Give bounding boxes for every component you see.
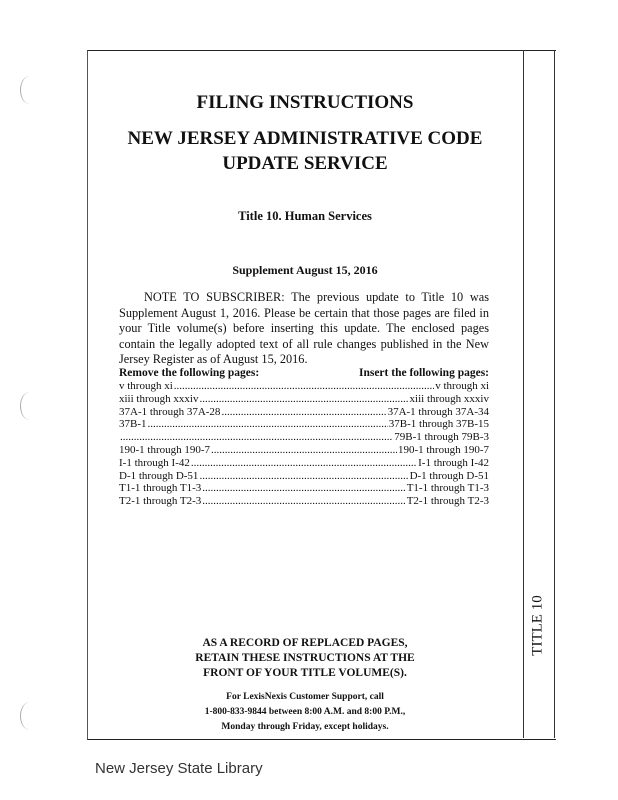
leader-dots bbox=[120, 431, 393, 444]
leader-dots bbox=[211, 444, 397, 457]
table-row bbox=[119, 444, 489, 457]
support-line: For LexisNexis Customer Support, call bbox=[226, 692, 384, 702]
leader-dots bbox=[221, 406, 386, 419]
insert-cell: 37A-1 through 37A-34 bbox=[387, 405, 489, 418]
table-row bbox=[119, 495, 489, 508]
table-row bbox=[119, 380, 489, 393]
insert-cell: xiii through xxxiv bbox=[409, 392, 489, 405]
customer-support bbox=[87, 690, 523, 735]
support-phone-line: 1-800-833-9844 between 8:00 A.M. and 8:00 P.M., bbox=[204, 707, 406, 717]
leader-dots bbox=[202, 482, 405, 495]
title-subtitle: Title 10. Human Services bbox=[238, 209, 372, 223]
support-hours-line: Monday through Friday, except holidays. bbox=[221, 722, 389, 732]
leader-dots bbox=[148, 418, 388, 431]
insert-cell: T1-1 through T1-3 bbox=[406, 482, 489, 495]
title-tab-label: TITLE 10 bbox=[530, 594, 546, 656]
binder-hole-mark bbox=[20, 76, 39, 104]
leader-dots bbox=[202, 495, 405, 508]
code-title bbox=[87, 126, 523, 176]
remove-cell: 37B-1 bbox=[119, 418, 147, 431]
table-row bbox=[119, 470, 489, 483]
page-replacement-table bbox=[119, 367, 489, 508]
leader-dots bbox=[199, 393, 408, 406]
retain-line: FRONT OF YOUR TITLE VOLUME(S). bbox=[203, 667, 407, 679]
leader-dots bbox=[191, 457, 417, 470]
remove-header: Remove the following pages: bbox=[119, 367, 260, 379]
table-row bbox=[119, 393, 489, 406]
remove-cell: T2-1 through T2-3 bbox=[119, 495, 202, 508]
title-tab bbox=[523, 555, 554, 695]
code-title-line1: NEW JERSEY ADMINISTRATIVE CODE bbox=[127, 128, 483, 149]
table-row bbox=[119, 431, 489, 444]
supplement-date: Supplement August 15, 2016 bbox=[232, 263, 378, 277]
retain-line: RETAIN THESE INSTRUCTIONS AT THE bbox=[195, 652, 415, 664]
retain-instructions bbox=[87, 636, 523, 681]
insert-cell: I-1 through I-42 bbox=[418, 456, 489, 469]
insert-cell: 79B-1 through 79B-3 bbox=[394, 431, 489, 444]
remove-cell: 190-1 through 190-7 bbox=[119, 443, 211, 456]
remove-cell: 37A-1 through 37A-28 bbox=[119, 405, 221, 418]
binder-hole-mark bbox=[20, 702, 39, 730]
table-row bbox=[119, 482, 489, 495]
insert-cell: D-1 through D-51 bbox=[409, 469, 489, 482]
leader-dots bbox=[174, 380, 434, 393]
table-row bbox=[119, 457, 489, 470]
insert-cell: 190-1 through 190-7 bbox=[397, 443, 489, 456]
library-watermark: New Jersey State Library bbox=[95, 760, 263, 777]
insert-cell: v through xi bbox=[435, 380, 489, 392]
table-header bbox=[119, 367, 489, 380]
subscriber-note: NOTE TO SUBSCRIBER: The previous update to Title 10 was Supplement August 1, 2016. Please be certain that those pages are filed in your Title volume(s) before inserting this update. The enclosed pages contain the legally adopted text of all rule changes published in the New Jersey Register as of August 15, 2016. bbox=[119, 290, 489, 366]
remove-cell: T1-1 through T1-3 bbox=[119, 482, 202, 495]
code-title-line2: UPDATE SERVICE bbox=[222, 153, 388, 174]
insert-cell: T2-1 through T2-3 bbox=[406, 495, 489, 508]
remove-cell: v through xi bbox=[119, 380, 173, 392]
insert-header: Insert the following pages: bbox=[358, 367, 489, 379]
leader-dots bbox=[199, 470, 408, 483]
retain-line: AS A RECORD OF REPLACED PAGES, bbox=[202, 637, 408, 649]
table-row bbox=[119, 406, 489, 419]
page-title: FILING INSTRUCTIONS bbox=[196, 92, 414, 113]
remove-cell: D-1 through D-51 bbox=[119, 469, 199, 482]
tab-edge-line bbox=[554, 50, 555, 738]
table-row bbox=[119, 418, 489, 431]
remove-cell: xiii through xxxiv bbox=[119, 392, 199, 405]
insert-cell: 37B-1 through 37B-15 bbox=[388, 418, 489, 431]
binder-hole-mark bbox=[20, 392, 39, 420]
remove-cell: I-1 through I-42 bbox=[119, 456, 190, 469]
